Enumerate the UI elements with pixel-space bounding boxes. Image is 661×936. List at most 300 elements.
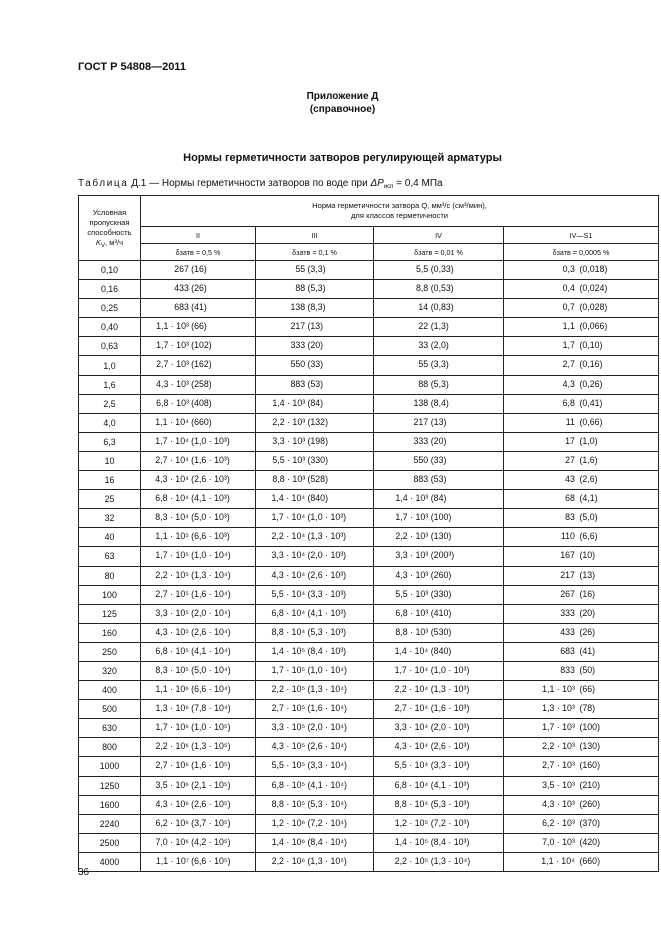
norm-value-mm3s: 6,2 · 10³ — [542, 817, 575, 828]
norm-value-cm3min: (8,3) — [307, 302, 326, 313]
appendix-title: Приложение Д — [306, 91, 379, 102]
norm-cell — [256, 585, 374, 604]
norm-value-cm3min: (5,3) — [430, 378, 449, 389]
norm-value-mm3s: 1,2 · 10⁶ — [271, 817, 306, 828]
norm-value-cm3min: (10) — [579, 550, 596, 561]
table-row — [79, 261, 659, 280]
norm-value-mm3s: 1,1 · 10³ — [156, 321, 189, 332]
norm-value-mm3s: 883 — [290, 378, 306, 389]
norm-cell — [504, 566, 659, 585]
norm-cell — [504, 642, 659, 661]
kv-cell: 4000 — [79, 852, 141, 871]
norm-cell — [256, 604, 374, 623]
norm-value-cm3min: (200³) — [430, 550, 455, 561]
table-row — [79, 795, 659, 814]
norm-value-cm3min: (4,2 · 10⁵) — [191, 836, 231, 847]
norm-value-mm3s: 2,7 — [562, 359, 575, 370]
norm-cell — [141, 356, 256, 375]
norm-value-mm3s: 55 — [418, 359, 429, 370]
norm-value-mm3s: 2,7 · 10⁴ — [155, 454, 189, 465]
norm-cell — [256, 642, 374, 661]
norm-value-mm3s: 3,3 · 10⁴ — [394, 722, 429, 733]
norm-value-mm3s: 1,7 · 10⁶ — [155, 722, 189, 733]
norm-value-cm3min: (330) — [307, 454, 329, 465]
norm-value-cm3min: (530) — [430, 626, 452, 637]
norm-cell — [141, 509, 256, 528]
norm-value-cm3min: (3,3 · 10³) — [430, 760, 470, 771]
kv-cell: 0,40 — [79, 318, 141, 337]
norm-value-cm3min: (260) — [579, 798, 601, 809]
norm-cell — [504, 337, 659, 356]
norm-value-cm3min: (8,4 · 10³) — [307, 645, 347, 656]
kv-cell: 500 — [79, 700, 141, 719]
norm-value-mm3s: 2,2 · 10³ — [395, 531, 429, 542]
norm-value-mm3s: 2,7 · 10⁶ — [155, 760, 189, 771]
delta-header: δзатв = 0,01 % — [374, 244, 504, 261]
norm-cell — [504, 432, 659, 451]
norm-value-mm3s: 1,7 · 10⁴ — [394, 664, 429, 675]
norm-value-cm3min: (5,0 · 10³) — [191, 512, 230, 523]
norm-cell — [141, 738, 256, 757]
kv-cell: 1000 — [79, 757, 141, 776]
norm-cell — [504, 795, 659, 814]
kv-cell: 25 — [79, 490, 141, 509]
norm-value-mm3s: 1,4 · 10³ — [395, 493, 429, 504]
norm-value-mm3s: 1,7 · 10⁴ — [155, 435, 189, 446]
kv-cell: 630 — [79, 719, 141, 738]
norm-value-mm3s: 3,3 · 10⁵ — [155, 607, 189, 618]
norm-cell — [256, 337, 374, 356]
norm-value-mm3s: 1,1 · 10⁷ — [155, 855, 189, 866]
norm-value-cm3min: (66) — [579, 684, 596, 695]
norm-value-cm3min: (260) — [430, 569, 452, 580]
norm-value-mm3s: 4,3 · 10⁴ — [271, 569, 306, 580]
norm-value-mm3s: 55 — [295, 264, 306, 274]
norm-cell — [141, 490, 256, 509]
norm-value-cm3min: (0,53) — [430, 283, 454, 294]
table-row — [79, 681, 659, 700]
norm-value-cm3min: (8,4) — [430, 397, 449, 408]
norm-value-cm3min: (0,018) — [579, 264, 608, 274]
norm-cell — [256, 547, 374, 566]
norm-value-mm3s: 433 — [174, 283, 189, 294]
table-row — [79, 471, 659, 490]
norm-cell — [141, 432, 256, 451]
norm-value-cm3min: (840) — [430, 645, 452, 656]
norm-value-cm3min: (410) — [430, 607, 452, 618]
norm-value-mm3s: 6,8 · 10⁵ — [271, 779, 306, 790]
norm-cell — [141, 471, 256, 490]
norm-value-cm3min: (2,6 · 10³) — [307, 569, 347, 580]
table-caption-text: — Нормы герметичности затворов по воде при — [149, 178, 371, 189]
norm-cell — [256, 356, 374, 375]
norm-cell — [504, 681, 659, 700]
norm-value-mm3s: 8,3 · 10⁵ — [155, 664, 189, 675]
norm-value-cm3min: (7,8 · 10⁴) — [191, 703, 231, 714]
norm-cell — [374, 394, 504, 413]
norm-value-cm3min: (132) — [307, 416, 329, 427]
kv-header-symbol: $K_V$, м³/ч — [95, 238, 124, 249]
table-row — [79, 490, 659, 509]
norm-value-mm3s: 4,3 · 10³ — [156, 378, 189, 389]
norm-value-cm3min: (53) — [430, 474, 447, 485]
norm-value-mm3s: 1,3 · 10³ — [542, 703, 575, 714]
norm-value-mm3s: 5,5 — [415, 264, 429, 274]
kv-cell: 2,5 — [79, 394, 141, 413]
norm-value-cm3min: (5,3 · 10³) — [430, 798, 470, 809]
norm-cell — [504, 471, 659, 490]
norm-cell — [141, 261, 256, 280]
norm-value-mm3s: 217 — [413, 416, 429, 427]
kv-cell: 32 — [79, 509, 141, 528]
norm-cell — [256, 318, 374, 337]
norm-value-cm3min: (2,6 · 10⁵) — [191, 798, 231, 809]
norm-value-mm3s: 1,1 · 10⁶ — [155, 684, 189, 695]
page-number: 36 — [78, 867, 90, 878]
norm-value-cm3min: (3,3 · 10⁴) — [307, 760, 347, 771]
norm-value-cm3min: (162) — [191, 359, 212, 370]
norm-cell — [374, 795, 504, 814]
kv-cell: 40 — [79, 528, 141, 547]
norm-value-mm3s: 3,3 · 10³ — [395, 550, 429, 561]
norm-value-cm3min: (33) — [307, 359, 324, 370]
norm-cell — [374, 432, 504, 451]
delta-header: δзатв = 0,1 % — [256, 244, 374, 261]
table-row — [79, 394, 659, 413]
kv-cell: 400 — [79, 681, 141, 700]
table-row — [79, 604, 659, 623]
norm-value-cm3min: (1,3 · 10⁵) — [307, 855, 347, 866]
norm-value-cm3min: (50) — [579, 664, 596, 675]
norm-cell — [504, 738, 659, 757]
norm-cell — [141, 394, 256, 413]
norm-cell — [504, 585, 659, 604]
kv-cell: 1600 — [79, 795, 141, 814]
kv-cell: 4,0 — [79, 413, 141, 432]
norm-value-mm3s: 833 — [560, 664, 575, 675]
norm-value-cm3min: (1,6 · 10⁴) — [191, 588, 231, 599]
kv-header-line3: способность — [87, 228, 132, 237]
norm-cell — [504, 451, 659, 470]
norm-value-mm3s: 8,3 · 10⁴ — [155, 512, 189, 523]
norm-cell — [504, 604, 659, 623]
norm-value-mm3s: 1,7 · 10³ — [395, 512, 429, 523]
norm-value-mm3s: 1,1 · 10⁴ — [541, 855, 575, 866]
norm-cell — [141, 413, 256, 432]
norm-cell — [141, 566, 256, 585]
norm-value-cm3min: (0,66) — [579, 416, 603, 427]
norm-cell — [504, 852, 659, 871]
norm-value-mm3s: 883 — [413, 474, 429, 485]
class-header: III — [256, 227, 374, 244]
norm-value-cm3min: (5,0) — [579, 512, 598, 523]
class-header: II — [141, 227, 256, 244]
norm-cell — [504, 280, 659, 299]
norm-value-cm3min: (4,1 · 10³) — [430, 779, 470, 790]
kv-cell: 2240 — [79, 814, 141, 833]
norm-value-mm3s: 2,2 · 10⁵ — [155, 569, 189, 580]
norm-value-cm3min: (4,1 · 10⁴) — [191, 645, 231, 656]
norm-value-cm3min: (6,6 · 10⁵) — [191, 855, 231, 866]
table-row — [79, 700, 659, 719]
norm-cell — [256, 471, 374, 490]
table-row — [79, 776, 659, 795]
norm-cell — [256, 814, 374, 833]
norm-cell — [141, 814, 256, 833]
norm-cell — [141, 337, 256, 356]
norm-cell — [504, 719, 659, 738]
norm-value-cm3min: (2,6 · 10⁴) — [191, 626, 231, 637]
norm-value-mm3s: 2,7 · 10³ — [542, 760, 575, 771]
norm-cell — [256, 852, 374, 871]
norm-value-cm3min: (1,0 · 10⁴) — [307, 664, 347, 675]
norm-value-mm3s: 4,3 · 10⁴ — [394, 741, 429, 752]
norm-value-mm3s: 1,1 · 10⁵ — [155, 531, 189, 542]
norm-value-mm3s: 267 — [560, 588, 575, 599]
norm-cell — [256, 681, 374, 700]
norm-cell — [141, 852, 256, 871]
norm-cell — [504, 547, 659, 566]
kv-cell: 6,3 — [79, 432, 141, 451]
norm-cell — [504, 623, 659, 642]
norm-value-cm3min: (2,6 · 10⁴) — [307, 741, 347, 752]
norm-value-mm3s: 4,3 · 10³ — [542, 798, 575, 809]
table-row — [79, 719, 659, 738]
norm-cell — [141, 451, 256, 470]
norm-value-cm3min: (0,83) — [430, 302, 454, 313]
norm-value-mm3s: 2,2 · 10⁶ — [271, 855, 306, 866]
norm-value-cm3min: (198) — [307, 435, 329, 446]
norm-cell — [141, 757, 256, 776]
kv-cell: 125 — [79, 604, 141, 623]
norm-value-cm3min: (4,1 · 10⁴) — [307, 779, 347, 790]
kv-cell: 160 — [79, 623, 141, 642]
delta-header: δзатв = 0,5 % — [141, 244, 256, 261]
norm-cell — [374, 623, 504, 642]
norm-value-mm3s: 6,2 · 10⁶ — [155, 817, 189, 828]
norm-value-mm3s: 2,7 · 10⁴ — [394, 703, 429, 714]
norm-value-cm3min: (0,41) — [579, 397, 603, 408]
kv-cell: 2500 — [79, 833, 141, 852]
norm-value-cm3min: (1,3 · 10⁴) — [307, 684, 347, 695]
table-caption-param: ΔP — [370, 178, 384, 189]
norm-value-mm3s: 14 — [418, 302, 429, 313]
norm-cell — [374, 471, 504, 490]
norm-value-cm3min: (20) — [579, 607, 596, 618]
kv-cell: 800 — [79, 738, 141, 757]
section-heading: Нормы герметичности затворов регулирующей арматуры — [183, 152, 502, 164]
norm-value-mm3s: 4,3 · 10⁵ — [271, 741, 306, 752]
table-caption — [78, 178, 443, 189]
norm-value-cm3min: (0,16) — [579, 359, 603, 370]
norm-value-cm3min: (330) — [430, 588, 452, 599]
norm-cell — [256, 623, 374, 642]
norm-value-mm3s: 1,3 · 10⁶ — [155, 703, 189, 714]
norm-value-cm3min: (3,3) — [430, 359, 449, 370]
norm-value-cm3min: (2,0 · 10³) — [307, 550, 347, 561]
table-body — [79, 261, 659, 872]
norm-cell — [374, 719, 504, 738]
norm-value-mm3s: 3,3 · 10³ — [272, 435, 306, 446]
norm-value-cm3min: (100) — [430, 512, 452, 523]
norm-value-mm3s: 1,1 — [562, 321, 575, 332]
norm-value-mm3s: 4,3 · 10⁴ — [155, 474, 189, 485]
norm-cell — [256, 528, 374, 547]
norm-value-cm3min: (210) — [579, 779, 601, 790]
norm-cell — [374, 604, 504, 623]
norm-value-mm3s: 4,3 · 10⁵ — [155, 626, 189, 637]
norm-value-mm3s: 4,3 — [562, 378, 575, 389]
norm-cell — [256, 413, 374, 432]
norm-value-mm3s: 433 — [560, 626, 575, 637]
norm-value-mm3s: 5,5 · 10⁴ — [394, 760, 429, 771]
norm-value-cm3min: (2,6 · 10³) — [430, 741, 470, 752]
norm-cell — [374, 413, 504, 432]
norm-value-cm3min: (3,3) — [307, 264, 326, 274]
norm-value-mm3s: 1,4 · 10³ — [272, 397, 306, 408]
norm-value-cm3min: (1,0) — [579, 435, 598, 446]
norm-value-cm3min: (370) — [579, 817, 601, 828]
norm-value-mm3s: 110 — [560, 531, 575, 542]
kv-cell: 63 — [79, 547, 141, 566]
norm-value-cm3min: (1,0 · 10³) — [430, 664, 470, 675]
norm-value-cm3min: (1,3 · 10⁴) — [191, 569, 231, 580]
norm-cell — [374, 337, 504, 356]
norm-value-cm3min: (1,6 · 10³) — [191, 454, 230, 465]
kv-cell: 10 — [79, 451, 141, 470]
norm-value-mm3s: 27 — [565, 454, 575, 465]
norm-cell — [504, 757, 659, 776]
norm-value-cm3min: (1,3 · 10³) — [430, 684, 470, 695]
kv-header-line1: Условная — [92, 208, 127, 217]
norm-cell — [374, 757, 504, 776]
norm-value-mm3s: 1,7 · 10³ — [542, 722, 575, 733]
norm-value-mm3s: 138 — [413, 397, 429, 408]
norm-value-cm3min: (53) — [307, 378, 324, 389]
norm-cell — [141, 528, 256, 547]
delta-header-row — [79, 244, 659, 261]
norm-value-mm3s: 6,8 · 10⁴ — [271, 607, 306, 618]
norm-value-mm3s: 8,8 — [415, 283, 429, 294]
norm-cell — [374, 566, 504, 585]
norm-value-cm3min: (0,33) — [430, 264, 454, 274]
tightness-table — [78, 195, 659, 872]
norm-value-mm3s: 333 — [290, 340, 306, 351]
table-header — [79, 196, 659, 261]
norm-header-line1: Норма герметичности затвора Q, мм³/с (см³/мин), — [312, 201, 487, 210]
norm-value-cm3min: (84) — [430, 493, 447, 504]
kv-cell: 1250 — [79, 776, 141, 795]
norm-cell — [141, 661, 256, 680]
norm-value-cm3min: (420) — [579, 836, 601, 847]
norm-value-mm3s: 6,8 · 10³ — [395, 607, 429, 618]
norm-value-mm3s: 1,4 · 10⁴ — [394, 645, 429, 656]
norm-cell — [141, 280, 256, 299]
norm-value-mm3s: 683 — [174, 302, 189, 313]
norm-value-mm3s: 1,4 · 10⁵ — [394, 836, 429, 847]
norm-value-mm3s: 1,4 · 10⁵ — [271, 645, 306, 656]
norm-cell — [504, 299, 659, 318]
norm-value-mm3s: 167 — [560, 550, 575, 561]
norm-cell — [256, 280, 374, 299]
norm-cell — [141, 318, 256, 337]
norm-value-mm3s: 1,7 · 10³ — [156, 340, 189, 351]
table-caption-label: Таблица — [78, 178, 129, 189]
norm-cell — [374, 776, 504, 795]
norm-value-mm3s: 217 — [290, 321, 306, 332]
table-row — [79, 509, 659, 528]
norm-cell — [374, 738, 504, 757]
norm-value-cm3min: (5,0 · 10⁴) — [191, 664, 231, 675]
norm-value-cm3min: (4,1) — [579, 493, 598, 504]
norm-value-mm3s: 1,1 · 10⁴ — [155, 416, 189, 427]
kv-cell: 0,63 — [79, 337, 141, 356]
delta-header: δзатв = 0,0005 % — [504, 244, 659, 261]
norm-value-cm3min: (258) — [191, 378, 212, 389]
norm-value-mm3s: 1,4 · 10⁶ — [271, 836, 306, 847]
norm-value-mm3s: 1,1 · 10³ — [542, 684, 575, 695]
kv-cell: 1,6 — [79, 375, 141, 394]
norm-cell — [256, 661, 374, 680]
norm-cell — [256, 738, 374, 757]
norm-cell — [141, 642, 256, 661]
kv-column-header — [79, 196, 141, 261]
norm-value-cm3min: (1,3) — [430, 321, 449, 332]
kv-cell: 1,0 — [79, 356, 141, 375]
norm-value-mm3s: 2,2 · 10⁶ — [155, 741, 189, 752]
norm-value-cm3min: (66) — [191, 321, 207, 332]
norm-cell — [256, 394, 374, 413]
norm-value-cm3min: (4,1 · 10³) — [191, 493, 230, 504]
norm-value-cm3min: (5,3 · 10⁴) — [307, 798, 347, 809]
class-header: IV — [374, 227, 504, 244]
norm-value-mm3s: 43 — [565, 474, 575, 485]
norm-value-cm3min: (2,0) — [430, 340, 449, 351]
norm-value-mm3s: 683 — [560, 645, 575, 656]
norm-value-cm3min: (1,0 · 10³) — [307, 512, 347, 523]
kv-cell: 0,25 — [79, 299, 141, 318]
norm-value-mm3s: 8,8 · 10³ — [272, 474, 306, 485]
norm-value-mm3s: 0,7 — [562, 302, 575, 313]
norm-value-mm3s: 3,5 · 10³ — [542, 779, 575, 790]
norm-cell — [374, 833, 504, 852]
norm-value-cm3min: (2,0 · 10⁴) — [307, 722, 347, 733]
norm-value-mm3s: 0,3 — [562, 264, 575, 274]
norm-value-mm3s: 5,5 · 10³ — [272, 454, 306, 465]
norm-value-cm3min: (33) — [430, 454, 447, 465]
table-row — [79, 299, 659, 318]
norm-cell — [504, 776, 659, 795]
norm-cell — [374, 490, 504, 509]
table-row — [79, 852, 659, 871]
norm-cell — [504, 375, 659, 394]
norm-value-cm3min: (1,6 · 10⁵) — [191, 760, 231, 771]
norm-value-cm3min: (0,024) — [579, 283, 608, 294]
norm-value-cm3min: (8,4 · 10³) — [430, 836, 470, 847]
norm-value-cm3min: (2,0 · 10⁴) — [191, 607, 231, 618]
table-row — [79, 356, 659, 375]
norm-value-cm3min: (1,3 · 10⁴) — [430, 855, 471, 866]
norm-value-mm3s: 7,0 · 10⁶ — [155, 836, 189, 847]
norm-cell — [504, 261, 659, 280]
norm-value-mm3s: 217 — [560, 569, 575, 580]
norm-value-cm3min: (130) — [579, 741, 601, 752]
norm-value-mm3s: 138 — [290, 302, 306, 313]
kv-header-line2: пропускная — [89, 218, 130, 227]
table-row — [79, 280, 659, 299]
norm-cell — [374, 375, 504, 394]
norm-value-cm3min: (26) — [579, 626, 596, 637]
